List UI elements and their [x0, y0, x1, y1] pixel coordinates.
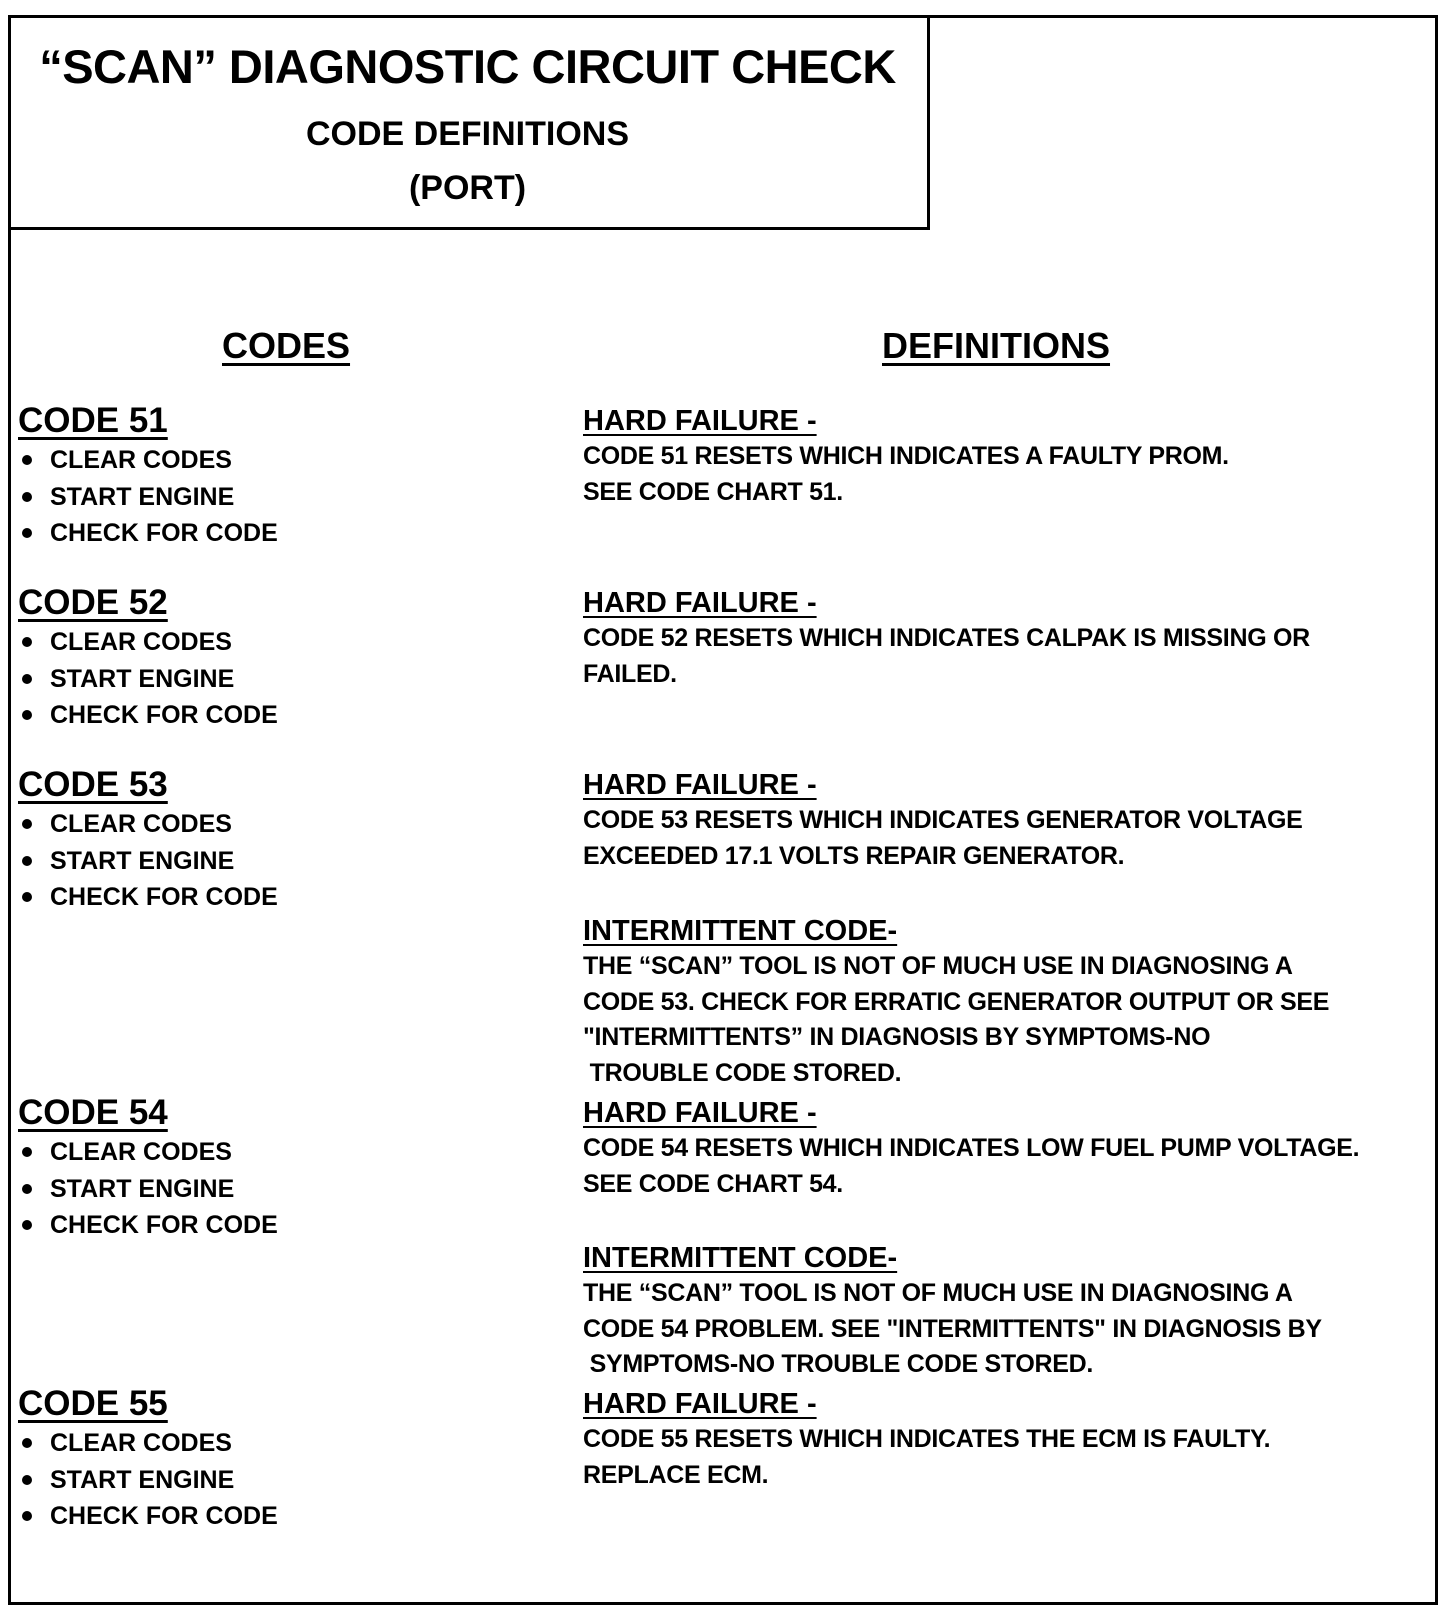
bullet-icon: [22, 1438, 32, 1448]
page-variant: (PORT): [408, 169, 527, 207]
step-text: CLEAR CODES: [50, 628, 232, 656]
list-item: [18, 661, 278, 698]
definition-title: INTERMITTENT CODE-: [583, 1242, 898, 1274]
list-item: [18, 1207, 278, 1244]
step-text: CLEAR CODES: [50, 1429, 232, 1457]
definition-line: TROUBLE CODE STORED.: [583, 1058, 902, 1087]
page-title: “SCAN” DIAGNOSTIC CIRCUIT CHECK: [39, 40, 896, 93]
code-steps-list: [18, 806, 278, 916]
bullet-icon: [22, 1147, 32, 1157]
step-text: CLEAR CODES: [50, 810, 232, 838]
definition-line: CODE 53 RESETS WHICH INDICATES GENERATOR VOLTAGE: [583, 806, 1303, 834]
definition-title: HARD FAILURE -: [583, 1388, 817, 1420]
bullet-icon: [22, 455, 32, 465]
list-item: [18, 843, 278, 880]
bullet-icon: [22, 819, 32, 829]
code-title: CODE 51: [18, 401, 168, 440]
definition-line: SEE CODE CHART 51.: [583, 477, 843, 506]
code-title: CODE 53: [18, 765, 168, 804]
step-text: START ENGINE: [50, 1174, 235, 1203]
bullet-icon: [22, 1184, 32, 1194]
list-item: [18, 479, 278, 516]
code-block-55: [18, 1383, 278, 1535]
definition-title: INTERMITTENT CODE-: [583, 915, 898, 947]
code-steps-list: [18, 1425, 278, 1535]
code-title: CODE 55: [18, 1384, 168, 1423]
definition-title: HARD FAILURE -: [583, 405, 817, 437]
definition-line: CODE 52 RESETS WHICH INDICATES CALPAK IS MISSING OR: [583, 624, 1310, 652]
definition-title: HARD FAILURE -: [583, 1097, 817, 1129]
bullet-icon: [22, 892, 32, 902]
list-item: [18, 1425, 278, 1462]
definition-line: SYMPTOMS-NO TROUBLE CODE STORED.: [583, 1350, 1094, 1378]
list-item: [18, 1462, 278, 1499]
step-text: START ENGINE: [50, 664, 235, 693]
definition-code-53-intermittent: [583, 913, 1329, 1091]
bullet-icon: [22, 1475, 32, 1485]
step-text: CLEAR CODES: [50, 1138, 232, 1166]
step-text: CLEAR CODES: [50, 446, 232, 474]
step-text: START ENGINE: [50, 1465, 235, 1494]
bullet-icon: [22, 710, 32, 720]
bullet-icon: [22, 674, 32, 684]
definition-line: THE “SCAN” TOOL IS NOT OF MUCH USE IN DIAGNOSING A: [583, 952, 1293, 980]
title-box: [8, 15, 930, 230]
step-text: CHECK FOR CODE: [50, 883, 278, 911]
definition-line: SEE CODE CHART 54.: [583, 1169, 843, 1198]
definition-line: "INTERMITTENTS” IN DIAGNOSIS BY SYMPTOMS-NO: [583, 1023, 1211, 1051]
definition-title: HARD FAILURE -: [583, 769, 817, 801]
definition-line: CODE 54 PROBLEM. SEE "INTERMITTENTS" IN DIAGNOSIS BY: [583, 1314, 1322, 1343]
definition-line: CODE 51 RESETS WHICH INDICATES A FAULTY PROM.: [583, 442, 1229, 470]
code-block-51: [18, 400, 278, 552]
code-steps-list: [18, 624, 278, 734]
bullet-icon: [22, 637, 32, 647]
definition-line: REPLACE ECM.: [583, 1460, 769, 1489]
code-title: CODE 52: [18, 583, 168, 622]
list-item: [18, 879, 278, 916]
definitions-column-heading: DEFINITIONS: [882, 325, 1111, 366]
definition-line: CODE 53. CHECK FOR ERRATIC GENERATOR OUTPUT OR SEE: [583, 987, 1330, 1016]
list-item: [18, 442, 278, 479]
list-item: [18, 1171, 278, 1208]
code-steps-list: [18, 1134, 278, 1244]
code-title: CODE 54: [18, 1093, 168, 1132]
definition-code-53-hard: [583, 767, 1302, 874]
bullet-icon: [22, 492, 32, 502]
codes-column-heading: CODES: [222, 325, 351, 366]
list-item: [18, 697, 278, 734]
definition-code-51-hard: [583, 403, 1229, 510]
definition-line: EXCEEDED 17.1 VOLTS REPAIR GENERATOR.: [583, 841, 1125, 870]
definition-code-54-intermittent: [583, 1240, 1322, 1383]
list-item: [18, 1498, 278, 1535]
step-text: START ENGINE: [50, 482, 235, 511]
step-text: CHECK FOR CODE: [50, 1502, 278, 1530]
code-block-52: [18, 582, 278, 734]
bullet-icon: [22, 1220, 32, 1230]
step-text: CHECK FOR CODE: [50, 519, 278, 547]
code-block-53: [18, 764, 278, 916]
definition-title: HARD FAILURE -: [583, 587, 817, 619]
step-text: CHECK FOR CODE: [50, 1211, 278, 1239]
definition-line: CODE 55 RESETS WHICH INDICATES THE ECM IS FAULTY.: [583, 1425, 1271, 1453]
code-steps-list: [18, 442, 278, 552]
bullet-icon: [22, 856, 32, 866]
list-item: [18, 806, 278, 843]
list-item: [18, 515, 278, 552]
definition-line: FAILED.: [583, 659, 677, 688]
step-text: CHECK FOR CODE: [50, 701, 278, 729]
bullet-icon: [22, 1511, 32, 1521]
list-item: [18, 1134, 278, 1171]
definition-code-52-hard: [583, 585, 1310, 692]
code-block-54: [18, 1092, 278, 1244]
definition-line: CODE 54 RESETS WHICH INDICATES LOW FUEL PUMP VOLTAGE.: [583, 1134, 1360, 1162]
definition-code-55-hard: [583, 1386, 1270, 1493]
definition-code-54-hard: [583, 1095, 1359, 1202]
step-text: START ENGINE: [50, 846, 235, 875]
bullet-icon: [22, 528, 32, 538]
list-item: [18, 624, 278, 661]
page-subtitle: CODE DEFINITIONS: [305, 115, 630, 153]
definition-line: THE “SCAN” TOOL IS NOT OF MUCH USE IN DIAGNOSING A: [583, 1279, 1293, 1307]
